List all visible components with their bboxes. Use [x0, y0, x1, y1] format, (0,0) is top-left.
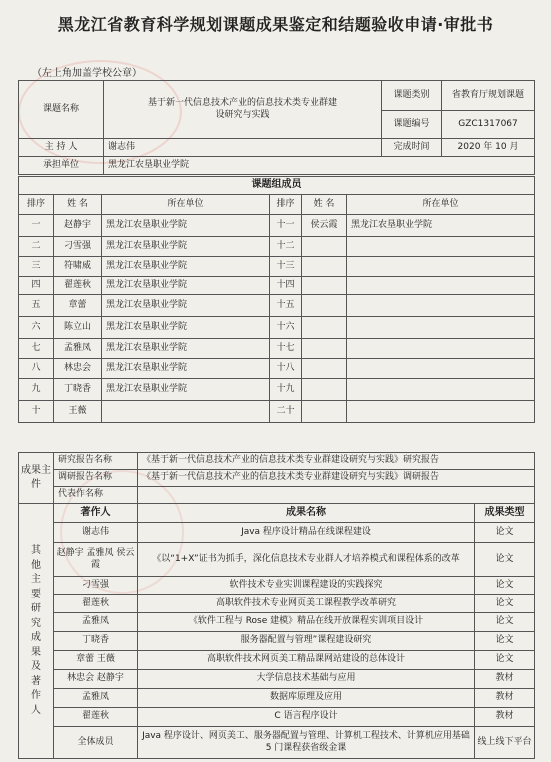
result-author: 丁晓香: [54, 632, 138, 651]
member-unit: 黑龙江农垦职业学院: [102, 277, 270, 295]
member-unit: 黑龙江农垦职业学院: [102, 317, 270, 339]
member-name: [302, 401, 347, 423]
document-title: 黑龙江省教育科学规划课题成果鉴定和结题验收申请·审批书: [57, 15, 494, 34]
topic-label: 课题名称: [19, 81, 104, 139]
result-name: 数据库原理及应用: [138, 689, 475, 708]
member-seq: 十四: [270, 277, 302, 295]
member-seq: 十三: [270, 257, 302, 277]
result-author: 赵静宇 孟雅凤 侯云霞: [54, 543, 138, 577]
result-row: [19, 708, 535, 727]
result-name: Java 程序设计、网页美工、服务器配置与管理、计算机工程技术、计算机应用基础 5 门课程获省级金课: [138, 727, 475, 759]
result-name: C 语言程序设计: [138, 708, 475, 727]
result-name: 服务器配置与管理”课程建设研究: [138, 632, 475, 651]
member-seq: 十八: [270, 359, 302, 379]
other-results-table: [18, 503, 535, 759]
result-author: 刁雪强: [54, 577, 138, 595]
unit-value: 黑龙江农垦职业学院: [104, 157, 535, 175]
member-seq: 十五: [270, 295, 302, 317]
number-label: 课题编号: [382, 111, 442, 139]
member-unit: [347, 277, 535, 295]
member-unit: 黑龙江农垦职业学院: [102, 295, 270, 317]
member-unit: [347, 379, 535, 401]
host-value: 谢志伟: [104, 139, 382, 157]
member-row: [19, 359, 535, 379]
member-row: [19, 339, 535, 359]
member-seq: 一: [19, 215, 54, 237]
result-name: 大学信息技术基础与应用: [138, 670, 475, 689]
survey-report-label: 调研报告名称: [54, 470, 138, 487]
member-row: [19, 277, 535, 295]
member-seq: 六: [19, 317, 54, 339]
result-type: 论文: [475, 543, 535, 577]
col-unit-right: 所在单位: [347, 195, 535, 215]
members-section-title: 课题组成员: [19, 177, 535, 195]
result-type: 论文: [475, 613, 535, 632]
result-name: 高职软件技术网页美工精品课网站建设的总体设计: [138, 651, 475, 670]
result-name: 《软件工程与 Rose 建模》精品在线开放课程实训项目设计: [138, 613, 475, 632]
member-unit: 黑龙江农垦职业学院: [102, 215, 270, 237]
result-type: 教材: [475, 708, 535, 727]
number-value: GZC1317067: [442, 111, 535, 139]
member-seq: 四: [19, 277, 54, 295]
member-unit: [347, 317, 535, 339]
result-author: 翟莲秋: [54, 595, 138, 613]
member-name: [302, 339, 347, 359]
result-author: 孟雅凤: [54, 689, 138, 708]
member-unit: [347, 295, 535, 317]
result-name: 《以“1+X”证书为抓手，深化信息技术专业群人才培养模式和课程体系的改革: [138, 543, 475, 577]
member-seq: 二: [19, 237, 54, 257]
member-name: [302, 237, 347, 257]
member-name: 侯云霞: [302, 215, 347, 237]
result-author: 林忠会 赵静宇: [54, 670, 138, 689]
member-unit: 黑龙江农垦职业学院: [102, 339, 270, 359]
representative-work-value: [138, 487, 535, 504]
member-name: 章蕾: [54, 295, 102, 317]
member-seq: 三: [19, 257, 54, 277]
finish-label: 完成时间: [382, 139, 442, 157]
member-seq: 十二: [270, 237, 302, 257]
result-author: 翟莲秋: [54, 708, 138, 727]
unit-label: 承担单位: [19, 157, 104, 175]
col-author: 著作人: [54, 504, 138, 523]
result-type: 教材: [475, 689, 535, 708]
member-seq: 十七: [270, 339, 302, 359]
main-results-table: [18, 452, 535, 504]
finish-value: 2020 年 10 月: [442, 139, 535, 157]
member-name: 赵静宇: [54, 215, 102, 237]
member-name: 孟雅凤: [54, 339, 102, 359]
project-info-table: [18, 80, 535, 175]
result-row: [19, 670, 535, 689]
member-unit: [347, 237, 535, 257]
survey-report-value: 《基于新一代信息技术产业的信息技术类专业群建设研究与实践》调研报告: [138, 470, 535, 487]
host-label: 主 持 人: [19, 139, 104, 157]
member-name: 刁雪强: [54, 237, 102, 257]
member-row: [19, 215, 535, 237]
col-result-name: 成果名称: [138, 504, 475, 523]
member-unit: 黑龙江农垦职业学院: [102, 257, 270, 277]
category-value: 省教育厅规划课题: [442, 81, 535, 111]
member-seq: 十九: [270, 379, 302, 401]
member-seq: 十六: [270, 317, 302, 339]
result-row: [19, 523, 535, 543]
result-row: [19, 651, 535, 670]
result-author: 孟雅凤: [54, 613, 138, 632]
member-name: 王薇: [54, 401, 102, 423]
member-seq: 九: [19, 379, 54, 401]
member-name: 符啸威: [54, 257, 102, 277]
stamp-note: （左上角加盖学校公章）: [32, 68, 142, 79]
col-result-type: 成果类型: [475, 504, 535, 523]
member-name: [302, 257, 347, 277]
members-table: [18, 176, 535, 423]
member-name: 丁晓香: [54, 379, 102, 401]
member-name: [302, 295, 347, 317]
col-name-right: 姓 名: [302, 195, 347, 215]
member-unit: [347, 339, 535, 359]
member-seq: 十: [19, 401, 54, 423]
result-row: [19, 727, 535, 759]
member-seq: 八: [19, 359, 54, 379]
result-name: Java 程序设计精品在线课程建设: [138, 523, 475, 543]
col-unit-left: 所在单位: [102, 195, 270, 215]
member-unit: 黑龙江农垦职业学院: [102, 379, 270, 401]
member-unit: [347, 359, 535, 379]
result-author: 谢志伟: [54, 523, 138, 543]
col-seq-left: 排序: [19, 195, 54, 215]
member-name: [302, 379, 347, 401]
member-unit: [102, 401, 270, 423]
member-name: [302, 359, 347, 379]
member-row: [19, 317, 535, 339]
result-author: 章蕾 王薇: [54, 651, 138, 670]
result-row: [19, 613, 535, 632]
result-type: 线上线下平台: [475, 727, 535, 759]
member-row: [19, 379, 535, 401]
representative-work-label: 代表作名称: [54, 487, 138, 504]
member-row: [19, 295, 535, 317]
result-row: [19, 689, 535, 708]
result-name: 高职软件技术专业网页美工课程教学改革研究: [138, 595, 475, 613]
result-type: 论文: [475, 632, 535, 651]
member-row: [19, 401, 535, 423]
col-seq-right: 排序: [270, 195, 302, 215]
other-results-label: 其他主要研究成果及著作人: [19, 504, 54, 759]
member-name: 翟莲秋: [54, 277, 102, 295]
research-report-label: 研究报告名称: [54, 453, 138, 470]
category-label: 课题类别: [382, 81, 442, 111]
topic-value: 基于新一代信息技术产业的信息技术类专业群建 设研究与实践: [104, 81, 382, 139]
member-name: [302, 317, 347, 339]
member-unit: [347, 257, 535, 277]
main-results-label: 成果主件: [19, 453, 54, 504]
member-row: [19, 237, 535, 257]
result-type: 论文: [475, 523, 535, 543]
result-type: 论文: [475, 595, 535, 613]
result-row: [19, 577, 535, 595]
member-row: [19, 257, 535, 277]
col-name-left: 姓 名: [54, 195, 102, 215]
result-row: [19, 595, 535, 613]
member-name: [302, 277, 347, 295]
result-type: 论文: [475, 651, 535, 670]
member-unit: [347, 401, 535, 423]
member-seq: 二十: [270, 401, 302, 423]
member-name: 林忠会: [54, 359, 102, 379]
research-report-value: 《基于新一代信息技术产业的信息技术类专业群建设研究与实践》研究报告: [138, 453, 535, 470]
member-name: 陈立山: [54, 317, 102, 339]
result-type: 论文: [475, 577, 535, 595]
member-seq: 五: [19, 295, 54, 317]
result-row: [19, 543, 535, 577]
member-unit: 黑龙江农垦职业学院: [347, 215, 535, 237]
member-unit: 黑龙江农垦职业学院: [102, 237, 270, 257]
member-unit: 黑龙江农垦职业学院: [102, 359, 270, 379]
result-name: 软件技术专业实训课程建设的实践探究: [138, 577, 475, 595]
result-row: [19, 632, 535, 651]
member-seq: 十一: [270, 215, 302, 237]
result-type: 教材: [475, 670, 535, 689]
result-author: 全体成员: [54, 727, 138, 759]
member-seq: 七: [19, 339, 54, 359]
